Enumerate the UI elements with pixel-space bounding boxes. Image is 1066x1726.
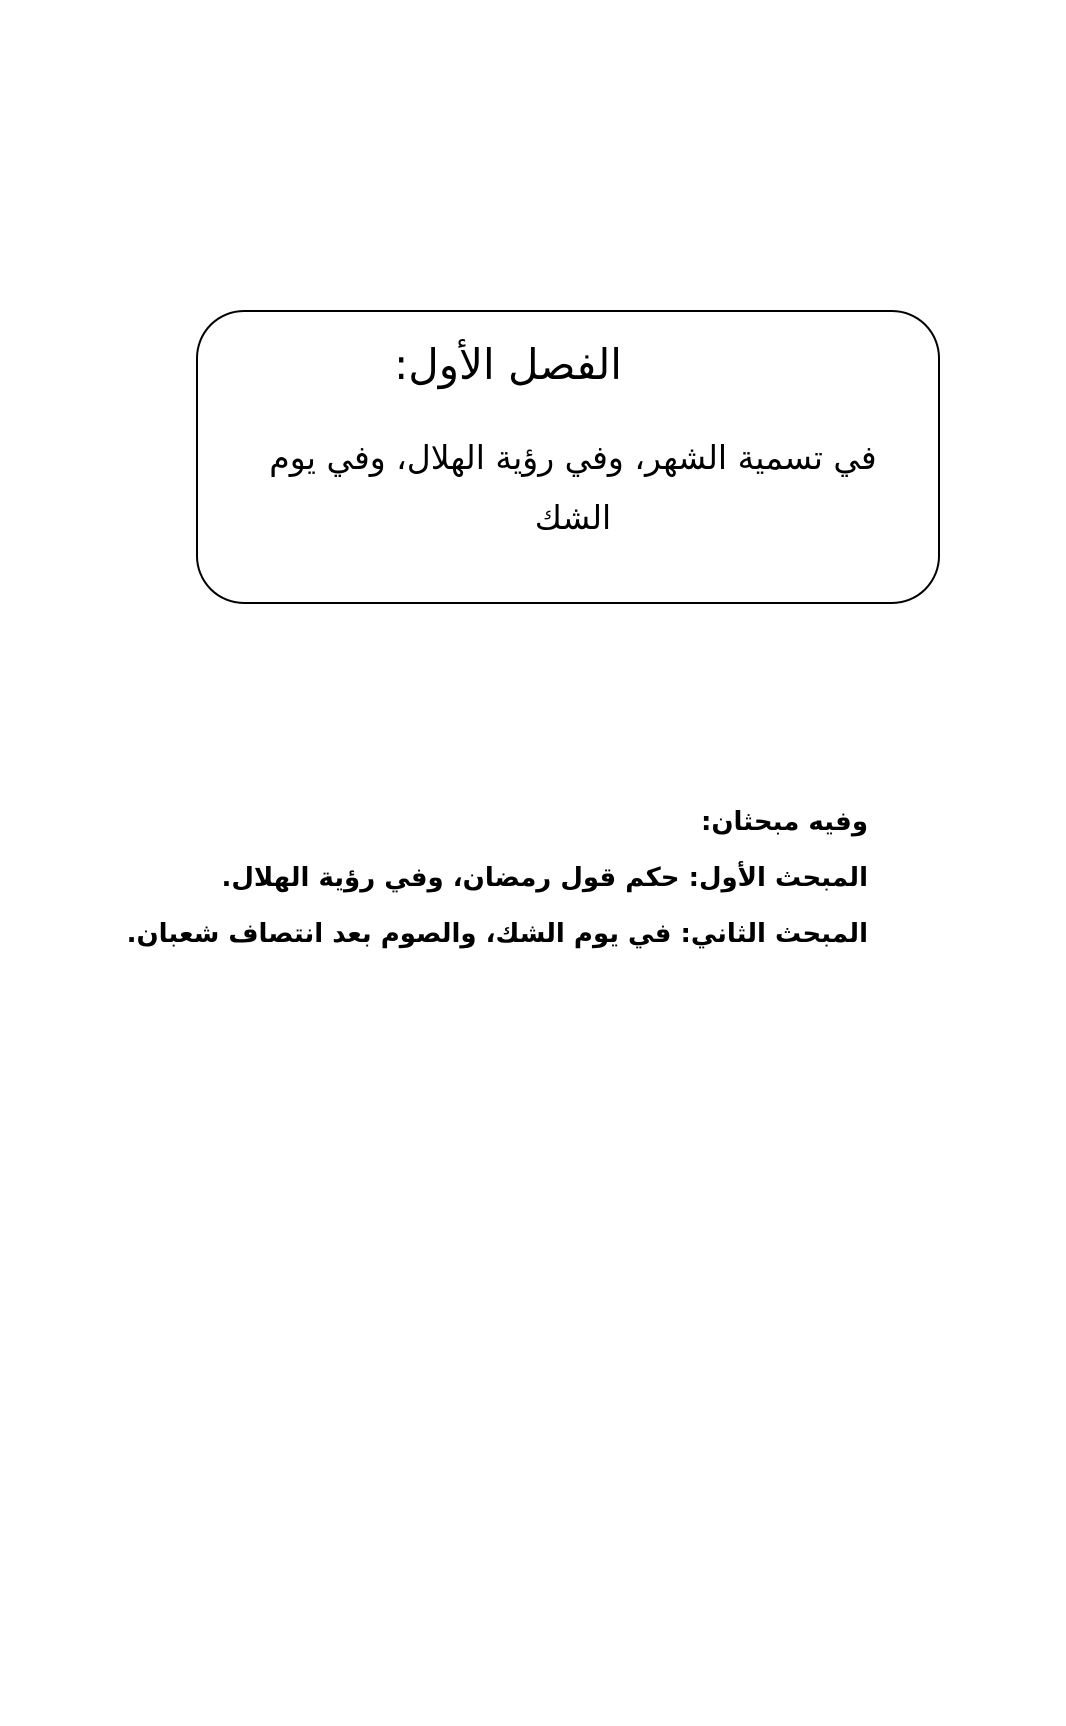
section-first-label: المبحث الأول: [688, 863, 868, 893]
chapter-title-box [196, 310, 940, 604]
section-second-label: المبحث الثاني: [680, 919, 868, 949]
section-item-second [108, 906, 868, 962]
sections-intro: وفيه مبحثان: [700, 807, 868, 837]
chapter-subtitle: في تسمية الشهر، وفي رؤية الهلال، وفي يوم الشك [269, 438, 877, 537]
sections-list [108, 794, 868, 962]
section-item-first [108, 850, 868, 906]
chapter-title: الفصل الأول: [394, 340, 622, 389]
section-first-text: حكم قول رمضان، وفي رؤية الهلال. [221, 863, 689, 893]
section-second-text: في يوم الشك، والصوم بعد انتصاف شعبان. [126, 919, 681, 949]
